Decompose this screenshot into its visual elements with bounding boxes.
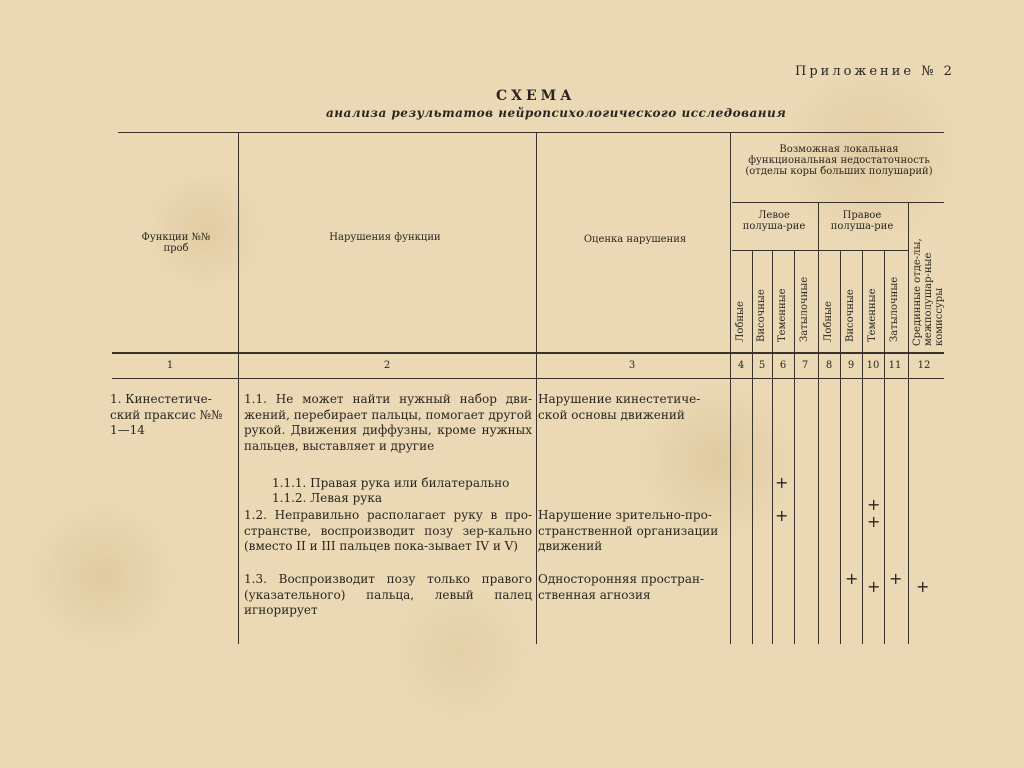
plus-mark: + bbox=[867, 495, 881, 514]
plus-mark: + bbox=[775, 506, 789, 525]
col-number: 9 bbox=[847, 360, 855, 371]
hemi-divider bbox=[818, 202, 819, 644]
header-median: Срединные отде-лы, межполушар-ные комиссуры bbox=[912, 238, 945, 346]
col-number: 1 bbox=[166, 360, 174, 371]
lobe-divider bbox=[772, 250, 773, 644]
plus-mark: + bbox=[916, 577, 930, 596]
plus-mark: + bbox=[845, 569, 859, 588]
document-subtitle: анализа результатов нейропсихологического исследования bbox=[326, 106, 787, 120]
header-bottom-rule bbox=[112, 352, 944, 354]
col-number: 3 bbox=[628, 360, 636, 371]
col-number: 7 bbox=[801, 360, 809, 371]
violation-1-1-1: 1.1.1. Правая рука или билатерально bbox=[272, 476, 510, 490]
col-number: 2 bbox=[383, 360, 391, 371]
header-violations: Нарушения функции bbox=[329, 232, 441, 243]
header-left-temporal: Височные bbox=[756, 289, 767, 342]
hemi-header-rule-right bbox=[820, 250, 908, 251]
assessment-2: Нарушение зрительно-про-странственной организации движений bbox=[538, 508, 719, 553]
document-title: СХЕМА bbox=[496, 88, 576, 104]
violation-1-1: 1.1. Не может найти нужный набор дви-жений, перебирает пальцы, помогает другой рукой. Движения диффузны, кроме нужных пальцев, выставляет и другие bbox=[244, 392, 532, 453]
violation-1-2: 1.2. Неправильно располагает руку в про-странстве, воспроизводит позу зер-кально (вместо II и III пальцев пока-зывает IV и V) bbox=[244, 508, 532, 553]
header-left-hemisphere: Левое полуша-рие bbox=[742, 210, 806, 232]
col-number: 10 bbox=[866, 360, 880, 371]
header-right-occipital: Затылочные bbox=[889, 276, 900, 342]
col-number: 8 bbox=[825, 360, 833, 371]
col-divider-2 bbox=[536, 132, 537, 644]
function-cell: 1. Кинестетиче-ский праксис №№ 1—14 bbox=[110, 392, 223, 437]
col-number: 12 bbox=[917, 360, 931, 371]
header-right-hemisphere: Правое полуша-рие bbox=[830, 210, 894, 232]
local-header-rule bbox=[732, 202, 944, 203]
lobe-divider bbox=[794, 250, 795, 644]
header-left-frontal: Лобные bbox=[735, 301, 746, 342]
table-top-rule bbox=[118, 132, 944, 133]
lobe-divider bbox=[862, 250, 863, 644]
assessment-1: Нарушение кинестетиче-ской основы движений bbox=[538, 392, 701, 422]
violation-1-3: 1.3. Воспроизводит позу только правого (указательного) пальца, левый палец игнорирует bbox=[244, 572, 532, 617]
median-divider bbox=[908, 202, 909, 644]
col-number: 5 bbox=[758, 360, 766, 371]
numbers-bottom-rule bbox=[112, 378, 944, 379]
col-number: 4 bbox=[737, 360, 745, 371]
col-divider-1 bbox=[238, 132, 239, 644]
header-right-parietal: Теменные bbox=[867, 288, 878, 342]
col-number: 11 bbox=[888, 360, 902, 371]
plus-mark: + bbox=[867, 512, 881, 531]
header-functions: Функции №№ проб bbox=[141, 232, 211, 254]
lobe-divider bbox=[884, 250, 885, 644]
plus-mark: + bbox=[889, 569, 903, 588]
hemi-header-rule-left bbox=[732, 250, 820, 251]
plus-mark: + bbox=[867, 577, 881, 596]
header-local-insufficiency: Возможная локальная функциональная недостаточность (отделы коры больших полушарий) bbox=[745, 144, 933, 177]
header-right-temporal: Височные bbox=[845, 289, 856, 342]
assessment-3: Односторонняя простран-ственная агнозия bbox=[538, 572, 705, 602]
header-left-occipital: Затылочные bbox=[799, 276, 810, 342]
lobe-divider bbox=[752, 250, 753, 644]
header-left-parietal: Теменные bbox=[777, 288, 788, 342]
annex-label: Приложение № 2 bbox=[795, 64, 955, 79]
col-divider-3 bbox=[730, 132, 731, 644]
header-right-frontal: Лобные bbox=[823, 301, 834, 342]
violation-1-1-2: 1.1.2. Левая рука bbox=[272, 491, 382, 505]
col-number: 6 bbox=[779, 360, 787, 371]
header-assessment: Оценка нарушения bbox=[583, 234, 687, 245]
lobe-divider bbox=[840, 250, 841, 644]
plus-mark: + bbox=[775, 473, 789, 492]
